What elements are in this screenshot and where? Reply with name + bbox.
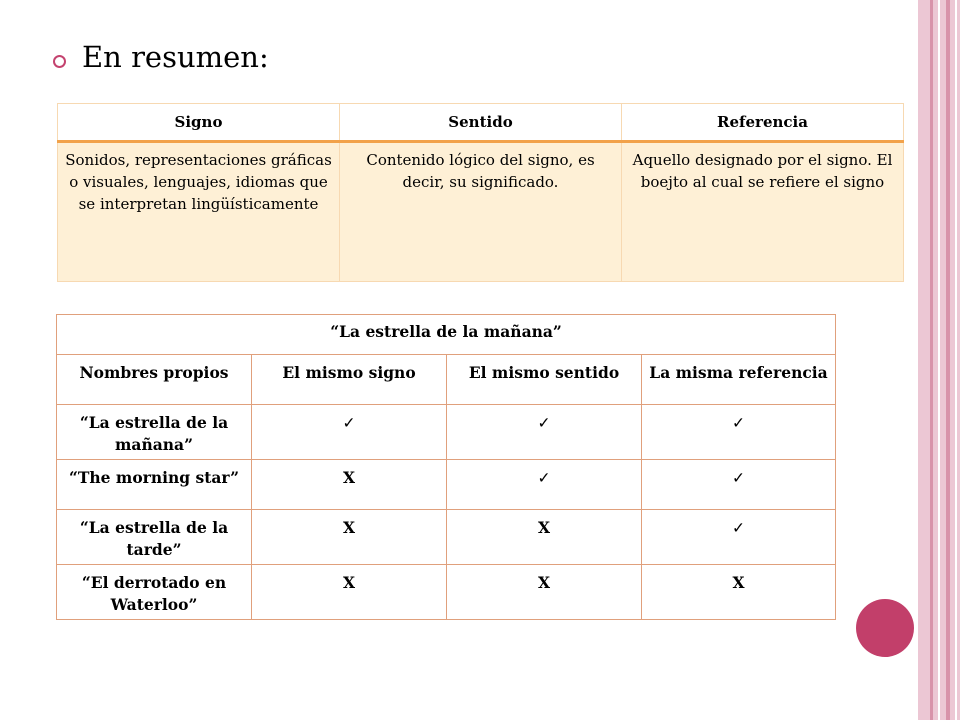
example-title-row	[57, 315, 836, 355]
summary-header-referencia: Referencia	[622, 104, 904, 142]
summary-header-row	[58, 104, 904, 142]
summary-header-signo: Signo	[58, 104, 340, 142]
summary-cell-signo: Sonidos, representaciones gráficas o visuales, lenguajes, idiomas que se interpretan lingüísticamente	[58, 142, 340, 282]
example-header-nombres: Nombres propios	[57, 355, 252, 405]
decorative-circle	[856, 599, 914, 657]
cross-mark: X	[252, 510, 447, 565]
right-decor-stripe	[930, 0, 933, 720]
example-header-signo: El mismo signo	[252, 355, 447, 405]
summary-header-sentido: Sentido	[340, 104, 622, 142]
check-icon: ✓	[642, 405, 836, 460]
cross-mark: X	[252, 460, 447, 510]
summary-cell-sentido: Contenido lógico del signo, es decir, su significado.	[340, 142, 622, 282]
example-table-title: “La estrella de la mañana”	[57, 315, 836, 355]
table-row	[57, 510, 836, 565]
cross-mark: X	[447, 565, 642, 620]
check-icon: ✓	[447, 405, 642, 460]
summary-table	[57, 103, 904, 282]
page-title: En resumen:	[82, 40, 269, 74]
cross-mark: X	[252, 565, 447, 620]
right-decor-stripe	[938, 0, 940, 720]
row-name: “The morning star”	[57, 460, 252, 510]
example-header-sentido: El mismo sentido	[447, 355, 642, 405]
row-name: “La estrella de la tarde”	[57, 510, 252, 565]
check-icon: ✓	[252, 405, 447, 460]
table-row	[57, 565, 836, 620]
check-icon: ✓	[642, 460, 836, 510]
example-header-row	[57, 355, 836, 405]
bullet-icon	[53, 55, 66, 68]
check-icon: ✓	[642, 510, 836, 565]
row-name: “El derrotado en Waterloo”	[57, 565, 252, 620]
table-row	[57, 460, 836, 510]
example-header-referencia: La misma referencia	[642, 355, 836, 405]
cross-mark: X	[447, 510, 642, 565]
row-name: “La estrella de la mañana”	[57, 405, 252, 460]
check-icon: ✓	[447, 460, 642, 510]
table-row	[57, 405, 836, 460]
right-decor-stripe	[955, 0, 957, 720]
example-table	[56, 314, 836, 620]
summary-row	[58, 142, 904, 282]
cross-mark: X	[642, 565, 836, 620]
summary-cell-referencia: Aquello designado por el signo. El boejto al cual se refiere el signo	[622, 142, 904, 282]
right-decor-stripe	[946, 0, 950, 720]
